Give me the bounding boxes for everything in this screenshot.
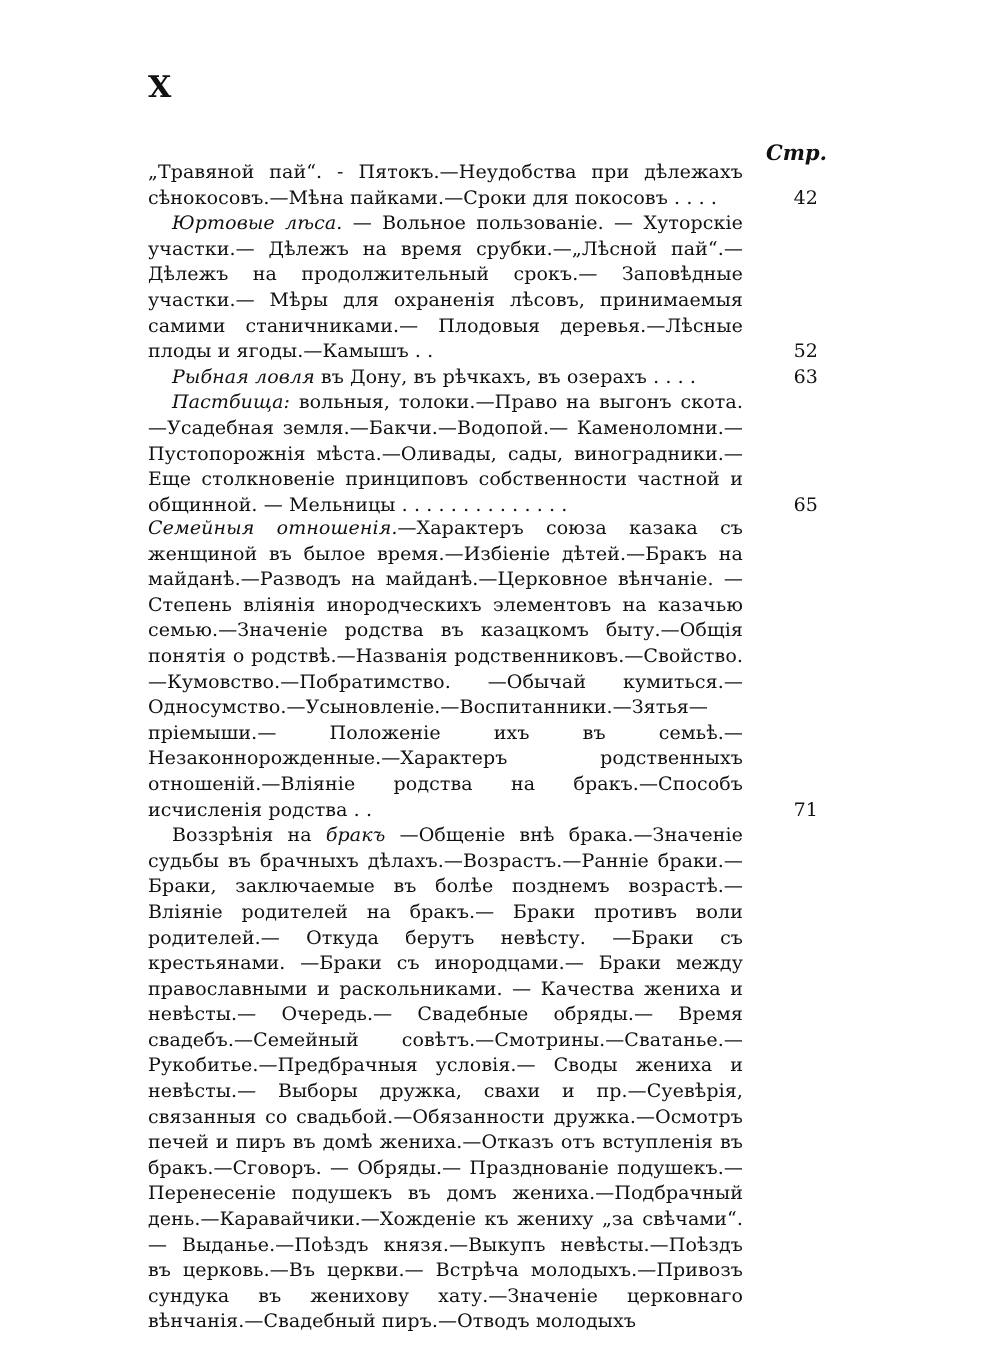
toc-entry [148, 365, 818, 391]
entry-text: въ Дону, въ рѣчкахъ, въ озерахъ . . . . [314, 365, 697, 388]
entry-text: —Характеръ союза казака съ женщиной въ былое время.—Избіеніе дѣтей.—Бракъ на майданѣ.—Разводъ на майданѣ.—Церковное вѣнчаніе. — Степень вліянія инородческихъ элементовъ на казачью семью.—Значеніе родства въ казацкомъ быту.—Общія понятія о родствѣ.—Названія родственниковъ.—Свойство.—Кумовство.—Побратимство. —Обычай кумиться.—Односумство.—Усыновленіе.—Воспитанники.—Зятья—пріемыши.— Положеніе ихъ въ семьѣ.— Незаконнорожденные.—Характеръ родственныхъ отношеній.—Вліяніе родства на бракъ.—Способъ исчисленія родства . . [148, 517, 743, 821]
entry-text: вольныя, толоки.—Право на выгонъ скота.—Усадебная земля.—Бакчи.—Водопой.— Каменоломни.— Пустопорожнія мѣста.—Оливады, сады, виноградники.—Еще столкновеніе принциповъ собственности частной и общинной. — Мельницы . . . . . . . . . . . . . . [148, 391, 743, 516]
entry-page: 63 [793, 365, 818, 388]
toc-entry [148, 211, 818, 365]
contents-block-2 [148, 516, 818, 1335]
entry-lead: Рыбная ловля [172, 365, 315, 388]
entry-text: —Общеніе внѣ брака.—Значеніе судьбы въ брачныхъ дѣлахъ.—Возрастъ.—Ранніе браки.—Браки, заключаемые въ болѣе позднемъ возрастѣ.—Вліяніе родителей на бракъ.— Браки противъ воли родителей.— Откуда берутъ невѣсту. —Браки съ крестьянами. —Браки съ инородцами.— Браки между православными и раскольниками. — Качества жениха и невѣсты.— Очередь.— Свадебные обряды.— Время свадебъ.—Семейный совѣтъ.—Смотрины.—Сватанье.— Рукобитье.—Предбрачныя условія.— Своды жениха и невѣсты.— Выборы дружка, свахи и пр.—Суевѣрія, связанныя со свадьбой.—Обязанности дружка.—Осмотръ печей и пиръ въ домѣ жениха.—Отказъ отъ вступленія въ бракъ.—Сговоръ. — Обряды.— Празднованіе подушекъ.— Перенесеніе подушекъ въ домъ жениха.—Подбрачный день.—Каравайчики.—Хожденіе къ жениху „за свѣчами“.— Выданье.—Поѣздъ князя.—Выкупъ невѣсты.—Поѣздъ въ церковь.—Въ церкви.— Встрѣча молодыхъ.—Привозъ сундука въ женихову хату.—Значеніе церковнаго вѣнчанія.—Свадебный пиръ.—Отводъ молодыхъ [148, 824, 743, 1333]
entry-text: „Травяной пай“. - Пятокъ.—Неудобства при дѣлежахъ сѣнокосовъ.—Мѣна пайками.—Сроки для покосовъ . . . . [148, 161, 743, 209]
entry-lead-italic: бракъ [325, 824, 386, 847]
entry-lead: Пастбища: [172, 391, 291, 414]
entry-lead: Семейныя отношенія. [148, 517, 398, 539]
entry-lead: Юртовые лѣса. [172, 212, 343, 235]
entry-page: 52 [793, 340, 818, 363]
page-number: X [148, 70, 172, 105]
toc-entry [148, 160, 818, 211]
contents-block-1 [148, 160, 818, 518]
entry-page: 42 [793, 186, 818, 209]
entry-page: 65 [793, 493, 818, 516]
entry-page: 71 [793, 798, 818, 821]
toc-entry [148, 516, 818, 823]
page-column-label: Стр. [766, 140, 827, 165]
toc-entry [148, 390, 818, 518]
toc-entry [148, 823, 743, 1335]
entry-text: — Вольное пользованіе. — Хуторскіе участки.— Дѣлежъ на время срубки.—„Лѣсной пай“.— Дѣлежъ на продолжительный срокъ.— Заповѣдные участки.— Мѣры для охраненія лѣсовъ, принимаемыя самими станичниками.— Плодовыя деревья.—Лѣсные плоды и ягоды.—Камышъ . . [148, 212, 743, 363]
entry-lead: Воззрѣнія на [172, 824, 312, 847]
